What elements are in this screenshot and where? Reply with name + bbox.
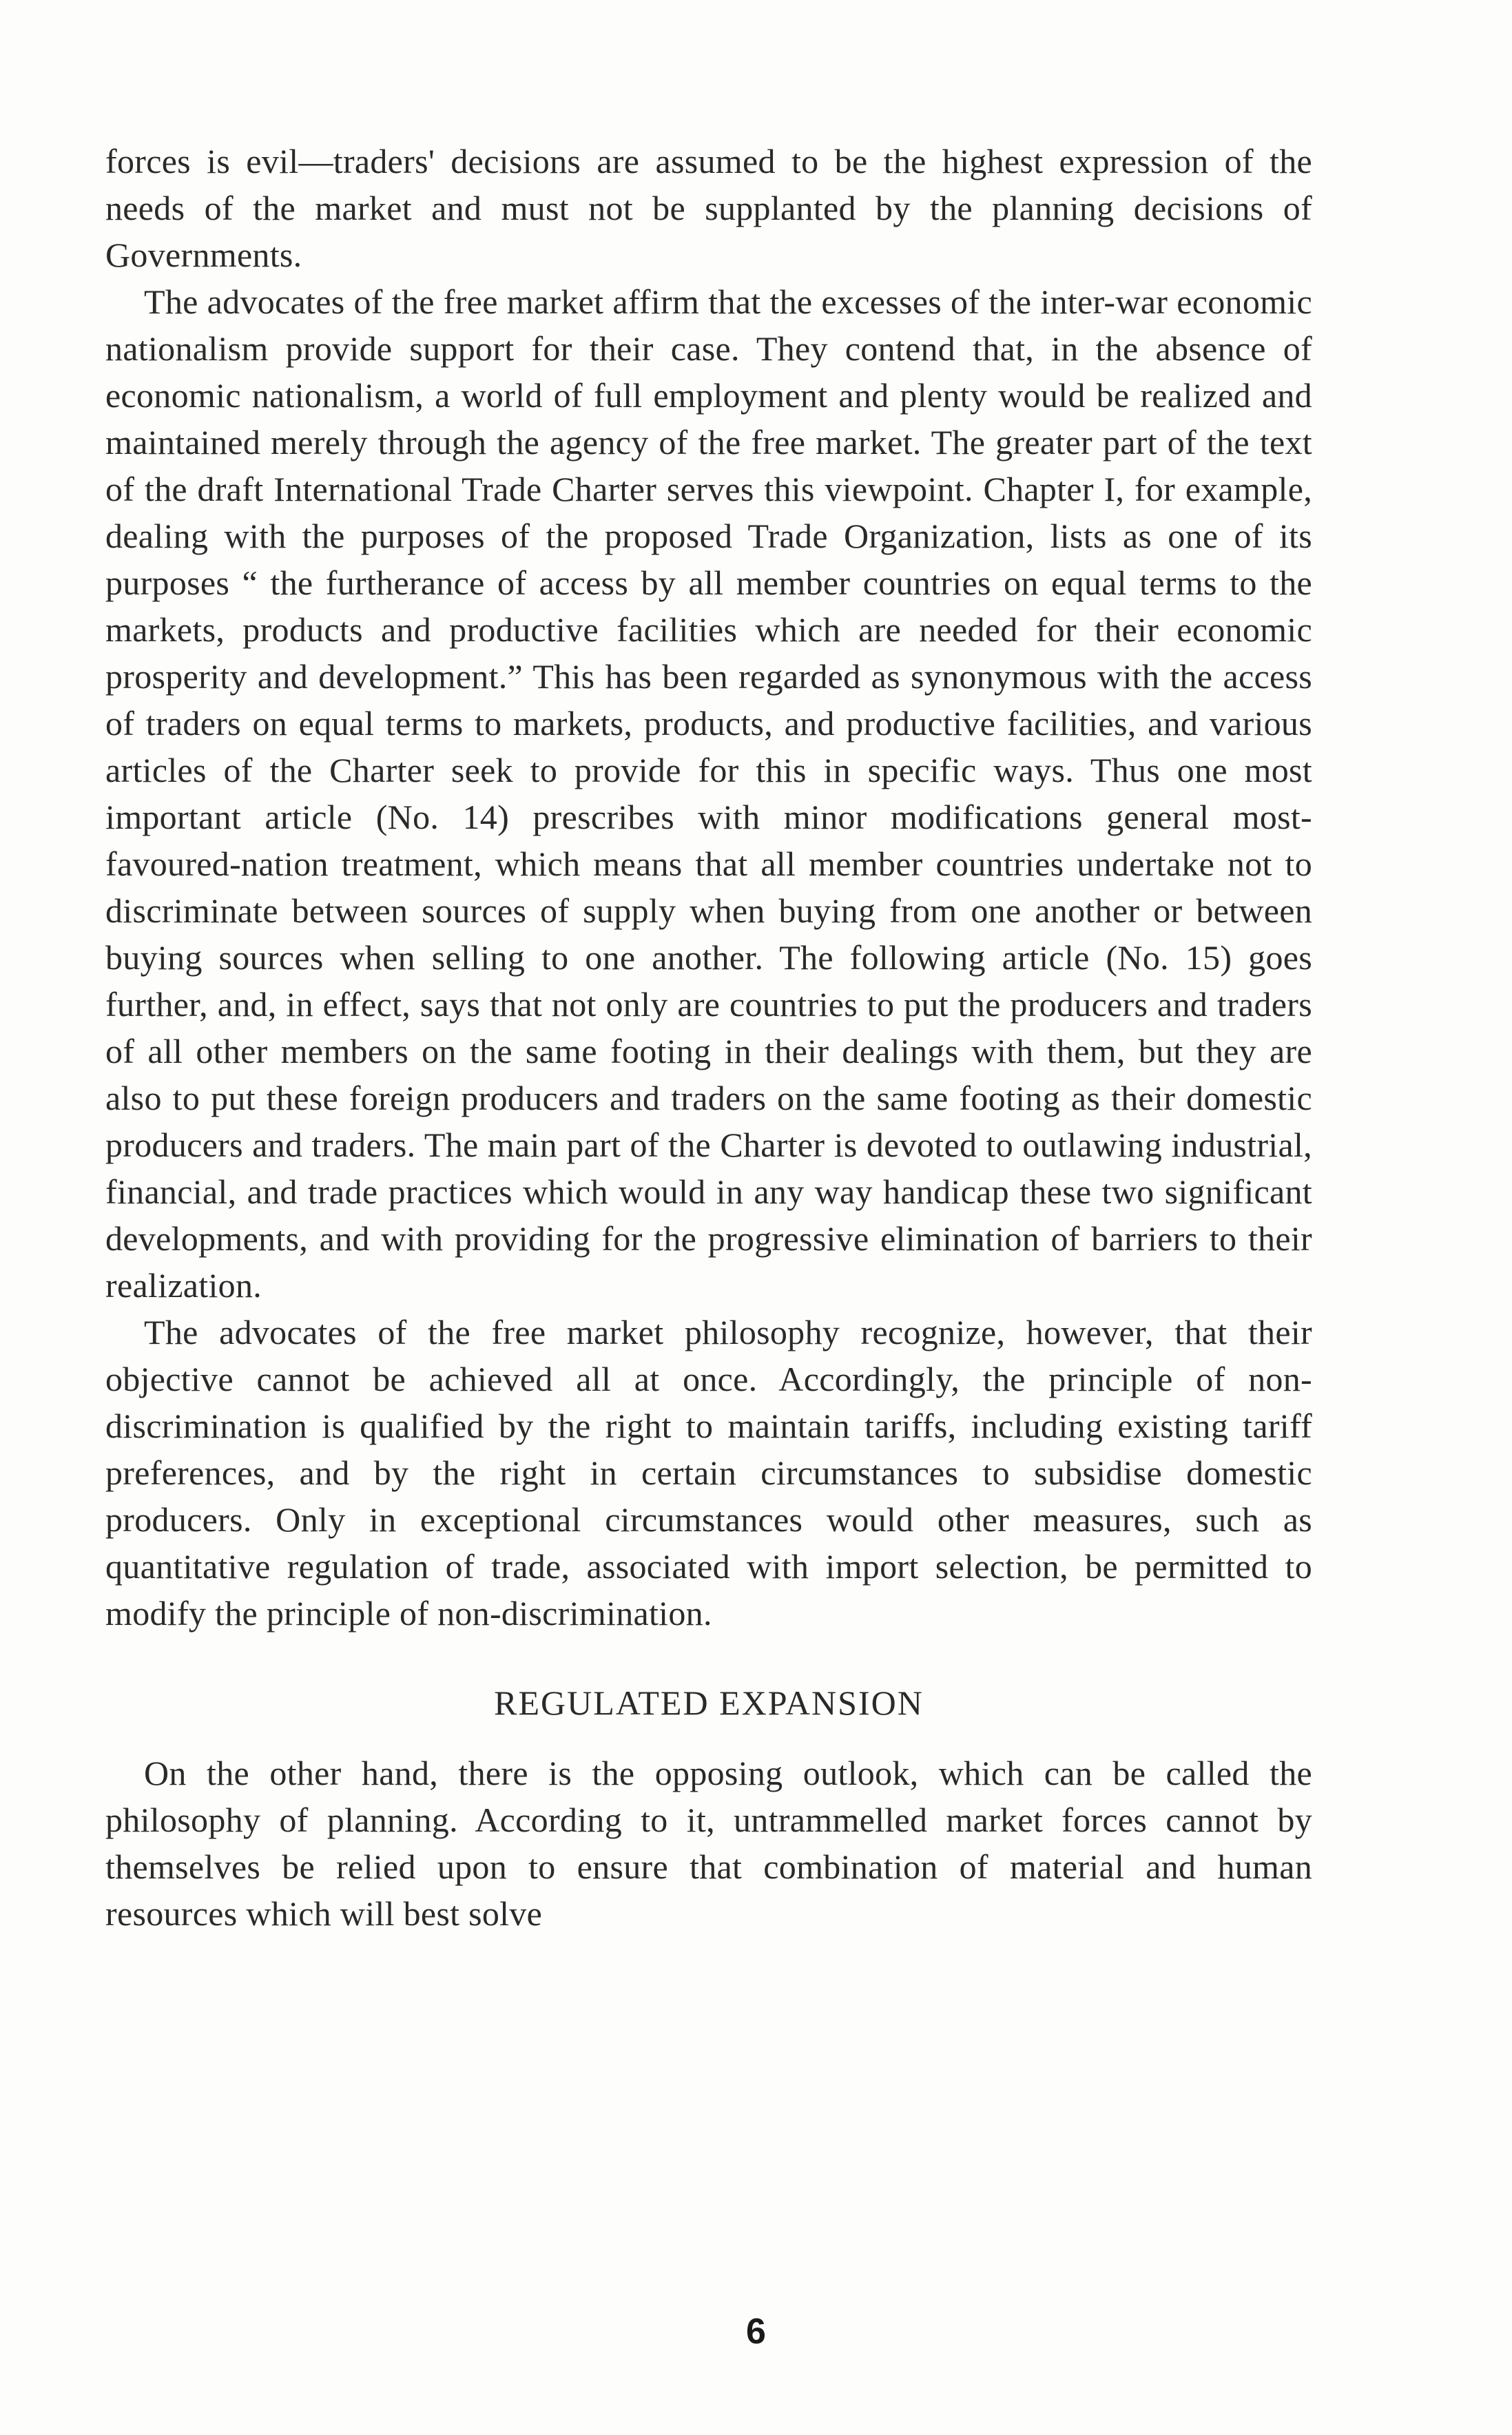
paragraph-continued: forces is evil—traders' decisions are assumed to be the highest expression of the needs of the market and must not be supplanted by the planning decisions of Governments. bbox=[105, 142, 1312, 274]
body-text bbox=[105, 138, 1312, 1937]
page-number: 6 bbox=[746, 2312, 766, 2352]
paragraph-free-market-advocates: The advocates of the free market affirm that the excesses of the inter-war economic nationalism provide support for their case. They contend that, in the absence of economic nationalism, a world of full employment and plenty would be realized and maintained merely through the agency of the free market. The greater part of the text of the draft International Trade Charter serves this viewpoint. Chapter I, for example, dealing with the purposes of the proposed Trade Organization, lists as one of its purposes “ the furtherance of access by all member countries on equal terms to the markets, products and productive facilities which are needed for their economic prosperity and development.” This has been regarded as synonymous with the access of traders on equal terms to markets, products, and productive facilities, and various articles of the Charter seek to provide for this in specific ways. Thus one most important article (No. 14) prescribes with minor modifications general most-favoured-nation treatment, which means that all member countries undertake not to discriminate between sources of supply when buying from one another or between buying sources when selling to one another. The following article (No. 15) goes further, and, in effect, says that not only are countries to put the producers and traders of all other members on the same footing in their dealings with them, but they are also to put these foreign producers and traders on the same footing as their domestic producers and traders. The main part of the Charter is devoted to outlawing industrial, financial, and trade practices which would in any way handicap these two significant developments, and with providing for the progressive elimination of barriers to their realization. bbox=[105, 282, 1312, 1305]
paragraph-planning-philosophy: On the other hand, there is the opposing outlook, which can be called the philosophy of planning. According to it, untrammelled market forces cannot by themselves be relied upon to ensure that combination of material and human resources which will best solve bbox=[105, 1754, 1312, 1933]
section-heading: REGULATED EXPANSION bbox=[494, 1683, 924, 1722]
paragraph-non-discrimination: The advocates of the free market philosophy recognize, however, that their objective cannot be achieved all at once. Accordingly, the principle of non-discrimination is qualified by the right to maintain tariffs, including existing tariff preferences, and by the right in certain circumstances to subsidise domestic producers. Only in exceptional circumstances would other measures, such as quantitative regulation of trade, associated with import selection, be permitted to modify the principle of non-discrimination. bbox=[105, 1313, 1312, 1633]
